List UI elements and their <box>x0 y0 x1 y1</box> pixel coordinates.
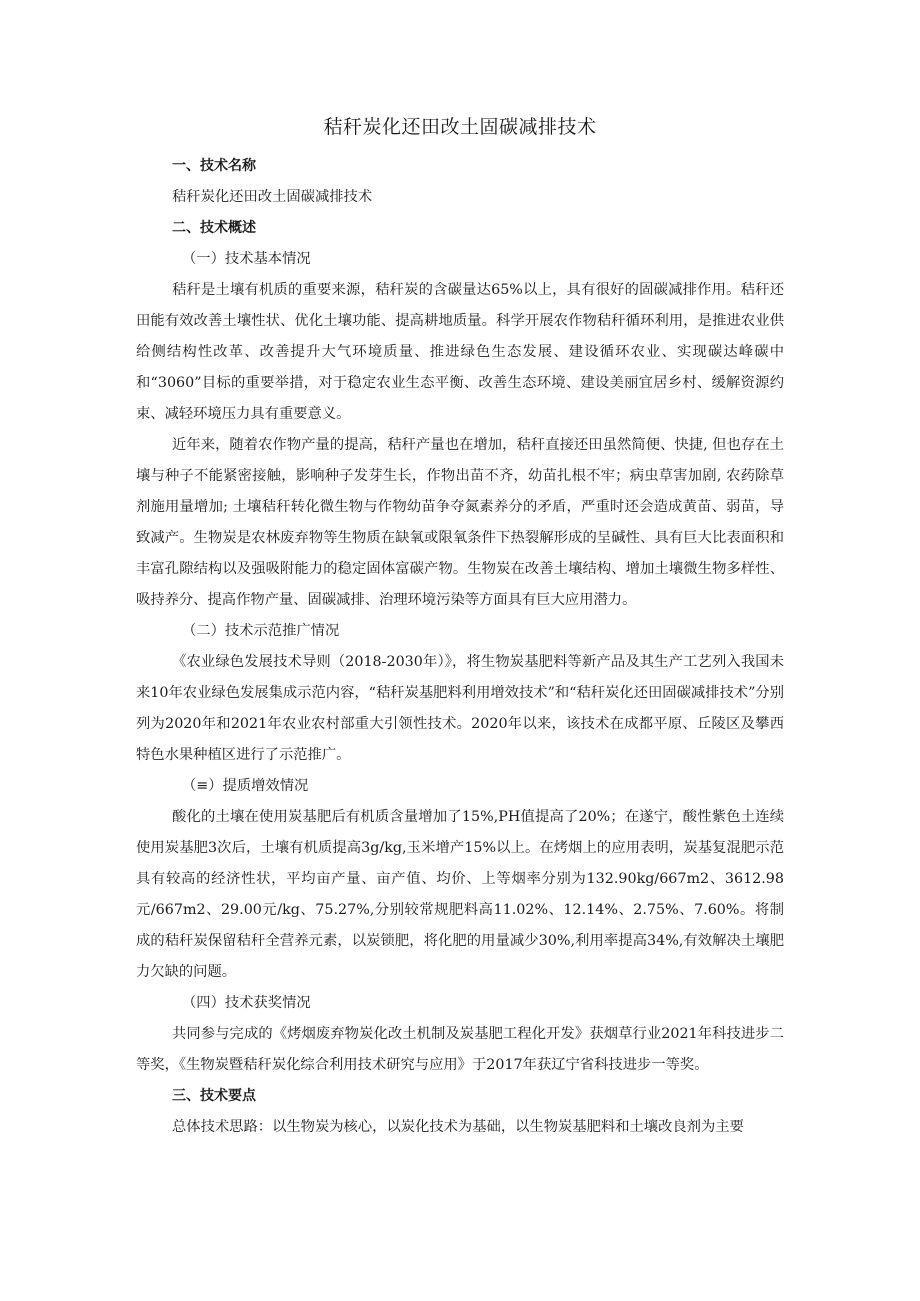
section-heading-key-points: 三、技术要点 <box>172 1088 256 1104</box>
section-heading-overview: 二、技术概述 <box>172 220 256 236</box>
paragraph: 总体技术思路：以生物炭为核心，以炭化技术为基础，以生物炭基肥料和土壤改良剂为主要 <box>172 1119 744 1135</box>
paragraph: 秸秆是土壤有机质的重要来源，秸秆炭的含碳量达65%以上，具有很好的固碳减排作用。秸秆还田能有效改善土壤性状、优化土壤功能、提高耕地质量。科学开展农作物秸秆循环利用，是推进农业供给侧结构性改革、改善提升大气环境质量、推进绿色生态发展、建设循环农业、实现碳达峰碳中和“3060”目标的重要举措，对于稳定农业生态平衡、改善生态环境、建设美丽宜居乡村、缓解资源约束、减轻环境压力具有重要意义。 <box>136 282 784 422</box>
subheading-demonstration: （二）技术示范推广情况 <box>182 623 340 639</box>
section-heading-tech-name: 一、技术名称 <box>172 158 256 174</box>
paragraph: 近年来，随着农作物产量的提高，秸秆产量也在增加，秸秆直接还田虽然简便、快捷, 但也存在土壤与种子不能紧密接触，影响种子发芽生长，作物出苗不齐，幼苗扎根不牢；病虫草害加剧, 农药除草剂施用量增加; 土壤秸秆转化微生物与作物幼苗争夺氮素养分的矛盾，严重时还会造成黄苗、弱苗，导致减产。生物炭是农林废弃物等生物质在缺氧或限氧条件下热裂解形成的呈碱性、具有巨大比表面积和丰富孔隙结构以及强吸附能力的稳定固体富碳产物。生物炭在改善土壤结构、增加土壤微生物多样性、吸持养分、提高作物产量、固碳减排、治理环境污染等方面具有巨大应用潜力。 <box>136 437 784 608</box>
tech-name-text: 秸秆炭化还田改土固碳减排技术 <box>172 189 373 205</box>
document-page <box>136 0 784 1143</box>
paragraph: 共同参与完成的《烤烟废弃物炭化改土机制及炭基肥工程化开发》获烟草行业2021年科技进步二等奖，《生物炭暨秸秆炭化综合利用技术研究与应用》于2017年获辽宁省科技进步一等奖。 <box>136 1026 784 1073</box>
paragraph: 酸化的土壤在使用炭基肥后有机质含量增加了15%,PH值提高了20%；在遂宁，酸性紫色土连续使用炭基肥3次后，土壤有机质提高3g/kg,玉米增产15%以上。在烤烟上的应用表明，炭基复混肥示范具有较高的经济性状，平均亩产量、亩产值、均价、上等烟率分别为132.90kg/667m2、3612.98元/667m2、29.00元/kg、75.27%,分别较常规肥料高11.02%、12.14%、2.75%、7.60%。将制成的秸秆炭保留秸秆全营养元素，以炭锁肥，将化肥的用量减少30%,利用率提高34%,有效解决土壤肥力欠缺的问题。 <box>136 809 784 980</box>
subheading-quality-efficiency: （≡）提质增效情况 <box>182 778 309 794</box>
subheading-basic-situation: （一）技术基本情况 <box>182 251 311 267</box>
document-title: 秸秆炭化还田改土固碳减排技术 <box>323 116 597 138</box>
paragraph: 《农业绿色发展技术导则（2018-2030年）》，将生物炭基肥料等新产品及其生产工艺列入我国未来10年农业绿色发展集成示范内容，“秸秆炭基肥料利用增效技术”和“秸秆炭化还田固碳减排技术”分别列为2020年和2021年农业农村部重大引领性技术。2020年以来，该技术在成都平原、丘陵区及攀西特色水果种植区进行了示范推广。 <box>136 654 784 763</box>
subheading-awards: （四）技术获奖情况 <box>182 995 311 1011</box>
